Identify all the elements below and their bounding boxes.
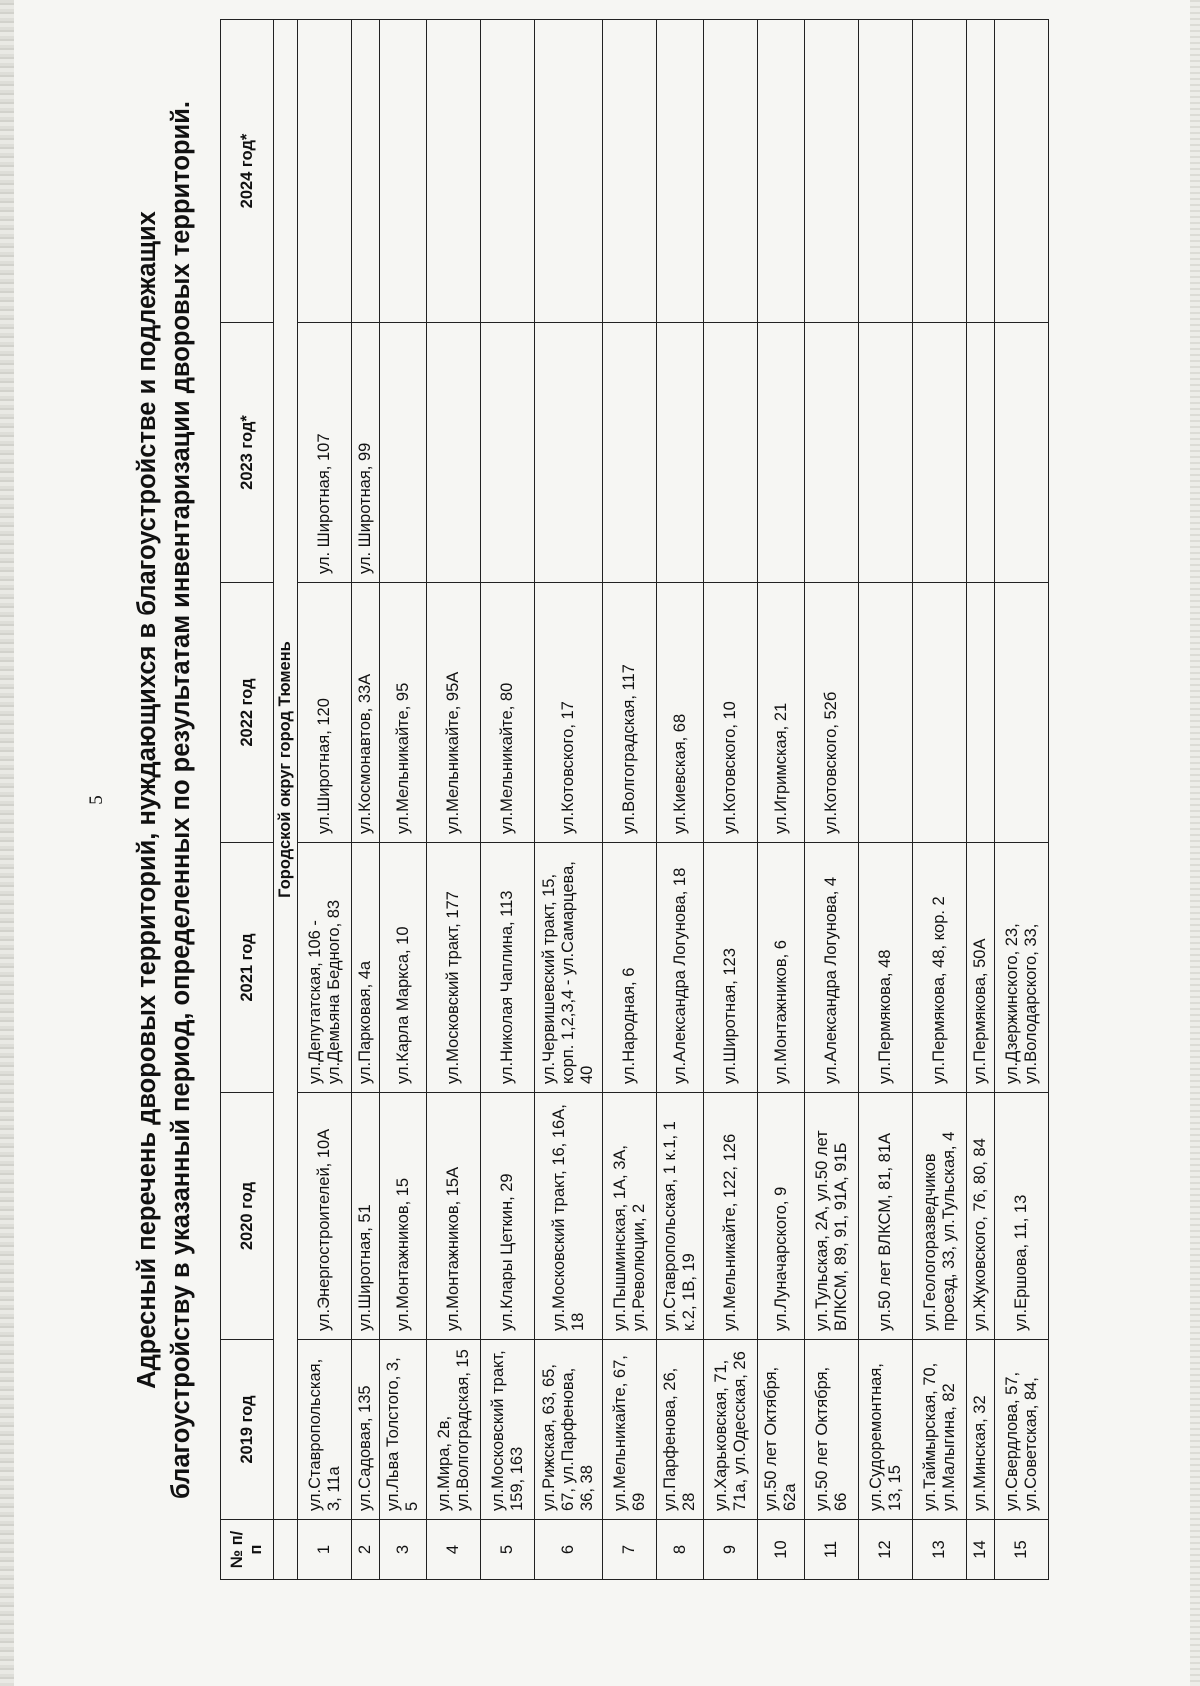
table-header-row (221, 20, 274, 1580)
address-cell-2020: ул.Мельникайте, 122, 126 (704, 1093, 758, 1340)
address-cell-2021: ул.Монтажников, 6 (758, 843, 805, 1093)
table-row (603, 20, 657, 1580)
address-cell-2019: ул.Мира, 2в, ул.Волгоградская, 15 (427, 1340, 481, 1520)
row-number: 2 (352, 1520, 380, 1580)
address-cell-2024 (603, 20, 657, 323)
header-2024: 2024 год* (221, 20, 274, 323)
address-cell-2022: ул.Котовского, 10 (704, 583, 758, 843)
address-cell-2023 (859, 323, 913, 583)
table-row (704, 20, 758, 1580)
address-cell-2020: ул.Тульская, 2А, ул.50 лет ВЛКСМ, 89, 91, 91А, 91Б (805, 1093, 859, 1340)
table-row (481, 20, 535, 1580)
address-cell-2023 (481, 323, 535, 583)
address-cell-2023 (995, 323, 1049, 583)
row-number: 1 (298, 1520, 352, 1580)
address-cell-2024 (704, 20, 758, 323)
address-cell-2024 (859, 20, 913, 323)
table-row (380, 20, 427, 1580)
row-number: 10 (758, 1520, 805, 1580)
document-title (130, 40, 198, 1560)
address-cell-2019: ул.50 лет Октября, 62а (758, 1340, 805, 1520)
address-cell-2022: ул.Мельникайте, 80 (481, 583, 535, 843)
address-cell-2023 (913, 323, 967, 583)
address-cell-2023 (657, 323, 704, 583)
table-row (859, 20, 913, 1580)
address-cell-2022: ул.Мельникайте, 95А (427, 583, 481, 843)
address-cell-2020: ул.Ершова, 11, 13 (995, 1093, 1049, 1340)
header-2020: 2020 год (221, 1093, 274, 1340)
address-cell-2022 (995, 583, 1049, 843)
address-cell-2024 (427, 20, 481, 323)
address-cell-2019: ул.Парфенова, 26, 28 (657, 1340, 704, 1520)
address-cell-2019: ул.Свердлова, 57, ул.Советская, 84, (995, 1340, 1049, 1520)
address-cell-2023 (967, 323, 995, 583)
address-cell-2022: ул.Космонавтов, 33А (352, 583, 380, 843)
address-cell-2020: ул.Луначарского, 9 (758, 1093, 805, 1340)
address-cell-2023 (758, 323, 805, 583)
row-number: 6 (535, 1520, 603, 1580)
row-number: 11 (805, 1520, 859, 1580)
address-cell-2021: ул.Пермякова, 48, кор. 2 (913, 843, 967, 1093)
row-number: 5 (481, 1520, 535, 1580)
table-row (967, 20, 995, 1580)
table-row (995, 20, 1049, 1580)
address-cell-2019: ул.Садовая, 135 (352, 1340, 380, 1520)
address-cell-2022: ул.Мельникайте, 95 (380, 583, 427, 843)
address-cell-2019: ул.Рижская, 63, 65, 67, ул.Парфенова, 36, 38 (535, 1340, 603, 1520)
address-cell-2023: ул. Широтная, 107 (298, 323, 352, 583)
row-number: 8 (657, 1520, 704, 1580)
address-table (220, 19, 1049, 1580)
address-cell-2024 (967, 20, 995, 323)
header-2023: 2023 год* (221, 323, 274, 583)
address-cell-2024 (913, 20, 967, 323)
header-2019: 2019 год (221, 1340, 274, 1520)
table-row (535, 20, 603, 1580)
address-cell-2021: ул.Дзержинского, 23, ул.Володарского, 33, (995, 843, 1049, 1093)
address-cell-2021: ул.Николая Чаплина, 113 (481, 843, 535, 1093)
address-cell-2019: ул.Харьковская, 71, 71а, ул.Одесская, 26 (704, 1340, 758, 1520)
address-cell-2023 (427, 323, 481, 583)
address-cell-2020: ул.Жуковского, 76, 80, 84 (967, 1093, 995, 1340)
address-cell-2023 (704, 323, 758, 583)
address-cell-2024 (481, 20, 535, 323)
address-cell-2021: ул.Пермякова, 50А (967, 843, 995, 1093)
table-row (427, 20, 481, 1580)
address-cell-2020: ул.Клары Цеткин, 29 (481, 1093, 535, 1340)
address-cell-2021: ул.Александра Логунова, 4 (805, 843, 859, 1093)
address-cell-2023 (603, 323, 657, 583)
address-cell-2024 (758, 20, 805, 323)
address-cell-2021: ул.Александра Логунова, 18 (657, 843, 704, 1093)
table-row (913, 20, 967, 1580)
address-cell-2022 (967, 583, 995, 843)
address-cell-2020: ул.Монтажников, 15 (380, 1093, 427, 1340)
address-cell-2024 (805, 20, 859, 323)
address-cell-2022: ул.Игримская, 21 (758, 583, 805, 843)
address-cell-2024 (995, 20, 1049, 323)
address-cell-2022: ул.Котовского, 17 (535, 583, 603, 843)
address-cell-2021: ул.Московский тракт, 177 (427, 843, 481, 1093)
address-cell-2022 (859, 583, 913, 843)
address-cell-2024 (657, 20, 704, 323)
address-cell-2019: ул.Льва Толстого, 3, 5 (380, 1340, 427, 1520)
group-label: Городской округ город Тюмень (274, 20, 298, 1520)
title-line-2: благоустройству в указанный период, определенных по результатам инвентаризации дворовых территорий. (167, 101, 195, 1499)
table-row (758, 20, 805, 1580)
table-row (298, 20, 352, 1580)
address-cell-2020: ул.Московский тракт, 16, 16А, 18 (535, 1093, 603, 1340)
address-cell-2023 (380, 323, 427, 583)
row-number: 15 (995, 1520, 1049, 1580)
address-cell-2019: ул.Московский тракт, 159, 163 (481, 1340, 535, 1520)
header-2022: 2022 год (221, 583, 274, 843)
page-number: 5 (86, 795, 107, 805)
title-line-1: Адресный перечень дворовых территорий, нуждающихся в благоустройстве и подлежащих (133, 211, 161, 1389)
group-row (274, 20, 298, 1580)
address-cell-2020: ул.Ставропольская, 1 к.1, 1 к.2, 1В, 19 (657, 1093, 704, 1340)
address-cell-2022: ул.Киевская, 68 (657, 583, 704, 843)
address-cell-2020: ул.Широтная, 51 (352, 1093, 380, 1340)
address-cell-2023: ул. Широтная, 99 (352, 323, 380, 583)
row-number: 13 (913, 1520, 967, 1580)
address-cell-2022: ул.Котовского, 52б (805, 583, 859, 843)
address-cell-2019: ул.Мельникайте, 67, 69 (603, 1340, 657, 1520)
row-number: 14 (967, 1520, 995, 1580)
address-cell-2021: ул.Карла Маркса, 10 (380, 843, 427, 1093)
row-number: 4 (427, 1520, 481, 1580)
address-cell-2019: ул.50 лет Октября, 66 (805, 1340, 859, 1520)
address-cell-2019: ул.Таймырская, 70, ул.Малыгина, 82 (913, 1340, 967, 1520)
table-row (805, 20, 859, 1580)
header-2021: 2021 год (221, 843, 274, 1093)
row-number: 12 (859, 1520, 913, 1580)
address-cell-2021: ул.Депутатская, 106 - ул.Демьяна Бедного, 83 (298, 843, 352, 1093)
address-cell-2023 (805, 323, 859, 583)
document-page (70, 0, 1130, 1600)
row-number: 7 (603, 1520, 657, 1580)
address-cell-2022 (913, 583, 967, 843)
row-number: 3 (380, 1520, 427, 1580)
address-cell-2020: ул.Пышминская, 1А, 3А, ул.Революции, 2 (603, 1093, 657, 1340)
address-cell-2019: ул.Судоремонтная, 13, 15 (859, 1340, 913, 1520)
address-cell-2020: ул.Энергостроителей, 10А (298, 1093, 352, 1340)
address-cell-2024 (352, 20, 380, 323)
header-num: № п/п (221, 1520, 274, 1580)
address-cell-2021: ул.Широтная, 123 (704, 843, 758, 1093)
address-cell-2023 (535, 323, 603, 583)
address-cell-2022: ул.Волгоградская, 117 (603, 583, 657, 843)
address-cell-2020: ул.Монтажников, 15А (427, 1093, 481, 1340)
address-cell-2019: ул.Минская, 32 (967, 1340, 995, 1520)
scan-edge-left (0, 0, 14, 1686)
address-cell-2024 (298, 20, 352, 323)
address-cell-2021: ул.Червишевский тракт, 15, корп. 1,2,3,4 - ул.Самарцева, 40 (535, 843, 603, 1093)
address-cell-2024 (535, 20, 603, 323)
address-cell-2021: ул.Парковая, 4а (352, 843, 380, 1093)
address-cell-2020: ул.Геологоразведчиков проезд, 33, ул.Тульская, 4 (913, 1093, 967, 1340)
address-cell-2021: ул.Народная, 6 (603, 843, 657, 1093)
table-row (352, 20, 380, 1580)
address-cell-2021: ул.Пермякова, 48 (859, 843, 913, 1093)
address-cell-2019: ул.Ставропольская, 3, 11а (298, 1340, 352, 1520)
address-cell-2020: ул.50 лет ВЛКСМ, 81, 81А (859, 1093, 913, 1340)
address-cell-2024 (380, 20, 427, 323)
scan-edge-right (1190, 0, 1200, 1686)
table-row (657, 20, 704, 1580)
row-number: 9 (704, 1520, 758, 1580)
address-cell-2022: ул.Широтная, 120 (298, 583, 352, 843)
